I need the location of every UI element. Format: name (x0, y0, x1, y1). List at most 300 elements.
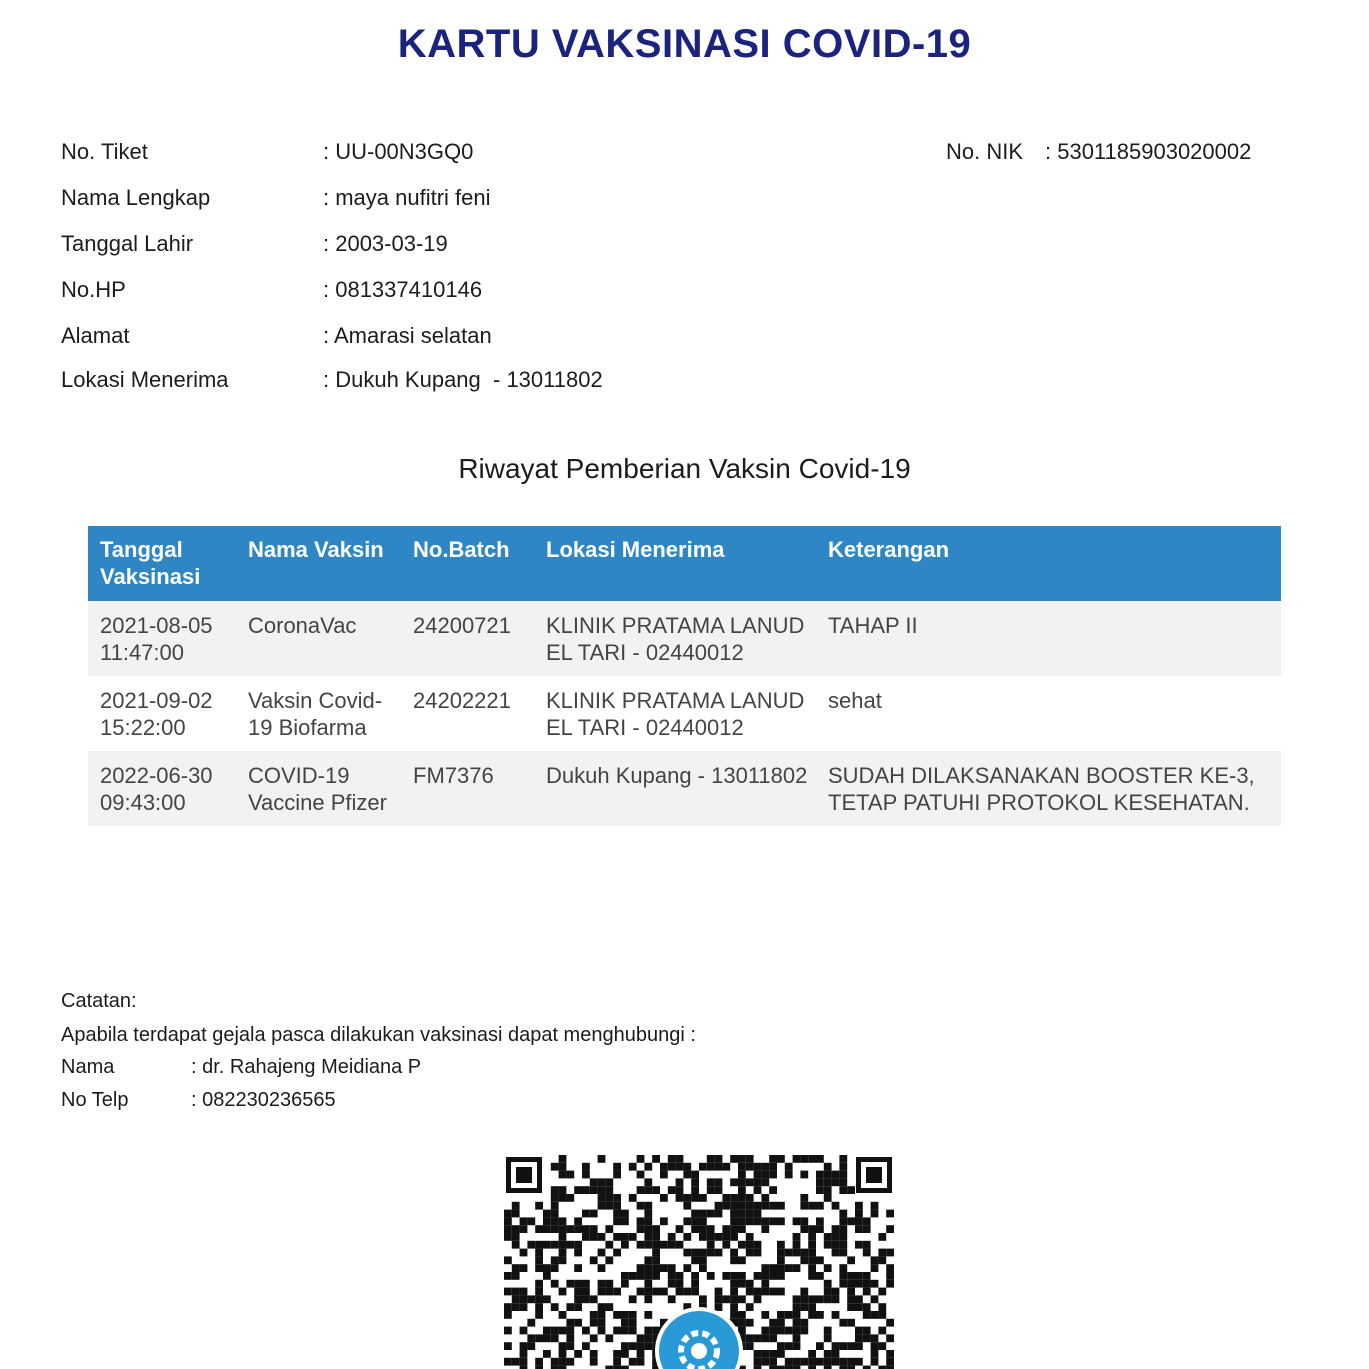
qr-module (598, 1327, 606, 1335)
qr-module (777, 1311, 785, 1319)
qr-module (652, 1256, 660, 1264)
qr-module (808, 1311, 816, 1319)
qr-module (824, 1280, 832, 1288)
qr-module (730, 1280, 738, 1288)
qr-module (613, 1194, 621, 1202)
qr-module (761, 1264, 769, 1272)
cell-date (88, 676, 236, 751)
qr-module (644, 1233, 652, 1241)
cell-batch: 24202221 (401, 676, 534, 751)
qr-module (855, 1241, 863, 1249)
qr-module (559, 1233, 567, 1241)
qr-module (543, 1210, 551, 1218)
qr-module (551, 1241, 559, 1249)
qr-module (512, 1241, 520, 1249)
cell-note: TAHAP II (816, 601, 1281, 676)
address-label: Alamat (61, 323, 130, 348)
qr-module (613, 1163, 621, 1171)
qr-module (754, 1366, 762, 1369)
qr-module (683, 1202, 691, 1210)
qr-module (871, 1342, 879, 1350)
qr-module (738, 1163, 746, 1171)
qr-module (730, 1217, 738, 1225)
qr-module (520, 1288, 528, 1296)
qr-module (644, 1280, 652, 1288)
qr-module (832, 1171, 840, 1179)
qr-module (816, 1295, 824, 1303)
qr-module (707, 1272, 715, 1280)
qr-module (738, 1210, 746, 1218)
qr-module (699, 1256, 707, 1264)
qr-module (785, 1358, 793, 1366)
qr-module (699, 1210, 707, 1218)
qr-module (793, 1311, 801, 1319)
qr-module (863, 1217, 871, 1225)
qr-module (886, 1280, 894, 1288)
qr-module (527, 1334, 535, 1342)
qr-module (676, 1280, 684, 1288)
cell-location: KLINIK PRATAMA LANUD EL TARI - 02440012 (534, 676, 816, 751)
qr-module (886, 1334, 894, 1342)
qr-module (691, 1171, 699, 1179)
qr-module (652, 1249, 660, 1257)
qr-module (832, 1311, 840, 1319)
qr-module (605, 1288, 613, 1296)
qr-module (598, 1288, 606, 1296)
qr-module (832, 1178, 840, 1186)
qr-module (800, 1249, 808, 1257)
qr-module (621, 1280, 629, 1288)
qr-module (621, 1366, 629, 1369)
qr-module (574, 1241, 582, 1249)
qr-module (839, 1358, 847, 1366)
qr-module (886, 1350, 894, 1358)
history-title: Riwayat Pemberian Vaksin Covid-19 (458, 453, 911, 484)
qr-module (839, 1249, 847, 1257)
qr-module (683, 1194, 691, 1202)
qr-module (613, 1202, 621, 1210)
qr-module (730, 1288, 738, 1296)
qr-module (605, 1225, 613, 1233)
qr-module (878, 1288, 886, 1296)
qr-module (707, 1233, 715, 1241)
qr-module (574, 1319, 582, 1327)
qr-module (566, 1334, 574, 1342)
qr-module (847, 1295, 855, 1303)
qr-module (520, 1327, 528, 1335)
qr-module (551, 1225, 559, 1233)
qr-module (504, 1303, 512, 1311)
qr-module (605, 1366, 613, 1369)
qr-module (621, 1350, 629, 1358)
qr-module (637, 1202, 645, 1210)
qr-module (855, 1202, 863, 1210)
qr-module (785, 1366, 793, 1369)
qr-module (839, 1171, 847, 1179)
qr-module (769, 1358, 777, 1366)
qr-module (769, 1217, 777, 1225)
qr-module (582, 1288, 590, 1296)
qr-module (808, 1155, 816, 1163)
qr-module (683, 1288, 691, 1296)
qr-module (543, 1334, 551, 1342)
qr-module (855, 1210, 863, 1218)
qr-module (832, 1233, 840, 1241)
qr-module (676, 1272, 684, 1280)
qr-module (629, 1311, 637, 1319)
qr-module (839, 1272, 847, 1280)
qr-module (535, 1334, 543, 1342)
qr-module (777, 1202, 785, 1210)
qr-module (730, 1210, 738, 1218)
qr-module (816, 1342, 824, 1350)
qr-module (660, 1163, 668, 1171)
qr-module (574, 1303, 582, 1311)
qr-module (598, 1280, 606, 1288)
qr-module (816, 1217, 824, 1225)
qr-module (676, 1241, 684, 1249)
qr-module (761, 1358, 769, 1366)
qr-module (668, 1163, 676, 1171)
qr-module (699, 1163, 707, 1171)
qr-module (746, 1288, 754, 1296)
qr-module (598, 1264, 606, 1272)
qr-module (621, 1241, 629, 1249)
qr-module (699, 1233, 707, 1241)
qr-module (683, 1249, 691, 1257)
qr-module (574, 1264, 582, 1272)
qr-module (754, 1295, 762, 1303)
qr-module (761, 1350, 769, 1358)
qr-module (863, 1366, 871, 1369)
qr-module (871, 1264, 879, 1272)
qr-module (722, 1194, 730, 1202)
qr-module (512, 1303, 520, 1311)
qr-module (800, 1358, 808, 1366)
qr-module (598, 1319, 606, 1327)
qr-module (520, 1264, 528, 1272)
qr-module (730, 1311, 738, 1319)
qr-module (746, 1303, 754, 1311)
qr-module (605, 1241, 613, 1249)
qr-module (598, 1178, 606, 1186)
address-value: : Amarasi selatan (323, 323, 492, 348)
qr-module (769, 1264, 777, 1272)
qr-module (566, 1171, 574, 1179)
qr-module (871, 1311, 879, 1319)
qr-module (878, 1303, 886, 1311)
qr-module (566, 1342, 574, 1350)
qr-module (605, 1194, 613, 1202)
qr-module (566, 1241, 574, 1249)
qr-module (512, 1272, 520, 1280)
qr-module (793, 1358, 801, 1366)
qr-module (808, 1233, 816, 1241)
table-header-row (88, 526, 1281, 601)
nik-label: No. NIK (946, 139, 1024, 164)
qr-module (644, 1225, 652, 1233)
qr-module (855, 1327, 863, 1335)
qr-module (808, 1303, 816, 1311)
qr-module (637, 1155, 645, 1163)
qr-module (800, 1194, 808, 1202)
qr-module (707, 1225, 715, 1233)
qr-module (863, 1303, 871, 1311)
qr-module (839, 1264, 847, 1272)
qr-module (504, 1233, 512, 1241)
qr-module (512, 1233, 520, 1241)
qr-module (863, 1280, 871, 1288)
qr-module (652, 1225, 660, 1233)
qr-module (559, 1225, 567, 1233)
qr-module (839, 1319, 847, 1327)
qr-module (738, 1319, 746, 1327)
qr-module (582, 1280, 590, 1288)
qr-module (738, 1256, 746, 1264)
qr-module (746, 1241, 754, 1249)
qr-module (512, 1225, 520, 1233)
qr-module (793, 1241, 801, 1249)
qr-module (566, 1194, 574, 1202)
qr-module (707, 1186, 715, 1194)
qr-module (652, 1241, 660, 1249)
birthdate-label: Tanggal Lahir (61, 231, 194, 256)
qr-module (800, 1288, 808, 1296)
qr-module (559, 1288, 567, 1296)
qr-module (746, 1194, 754, 1202)
qr-module (738, 1272, 746, 1280)
qr-module (847, 1319, 855, 1327)
qr-module (761, 1171, 769, 1179)
cell-note: SUDAH DILAKSANAKAN BOOSTER KE-3, TETAP PATUHI PROTOKOL KESEHATAN. (816, 751, 1281, 826)
qr-module (590, 1319, 598, 1327)
qr-module (520, 1217, 528, 1225)
qr-module (691, 1194, 699, 1202)
qr-module (878, 1311, 886, 1319)
qr-module (754, 1217, 762, 1225)
location-value: : Dukuh Kupang - 13011802 (323, 367, 603, 392)
qr-module (746, 1202, 754, 1210)
qr-module (738, 1178, 746, 1186)
table-row (88, 751, 1281, 826)
qr-module (644, 1256, 652, 1264)
qr-module (785, 1342, 793, 1350)
qr-module (777, 1249, 785, 1257)
qr-module (551, 1194, 559, 1202)
qr-module (738, 1225, 746, 1233)
qr-module (769, 1288, 777, 1296)
table-row (88, 601, 1281, 676)
qr-module (878, 1233, 886, 1241)
qr-module (637, 1186, 645, 1194)
qr-module (582, 1186, 590, 1194)
qr-module (816, 1178, 824, 1186)
qr-module (839, 1210, 847, 1218)
qr-module (839, 1225, 847, 1233)
qr-module (839, 1155, 847, 1163)
qr-module (644, 1334, 652, 1342)
qr-module (808, 1256, 816, 1264)
qr-module (574, 1350, 582, 1358)
qr-module (863, 1311, 871, 1319)
qr-module (878, 1256, 886, 1264)
qr-module (746, 1217, 754, 1225)
qr-module (551, 1280, 559, 1288)
qr-module (566, 1358, 574, 1366)
qr-module (754, 1272, 762, 1280)
qr-module (676, 1178, 684, 1186)
qr-module (598, 1311, 606, 1319)
qr-module (715, 1202, 723, 1210)
qr-module (839, 1217, 847, 1225)
qr-module (582, 1295, 590, 1303)
qr-module (886, 1225, 894, 1233)
qr-module (551, 1264, 559, 1272)
qr-module (824, 1186, 832, 1194)
cell-date (88, 601, 236, 676)
qr-module (652, 1288, 660, 1296)
qr-module (863, 1334, 871, 1342)
qr-module (535, 1311, 543, 1319)
qr-module (504, 1217, 512, 1225)
qr-module (699, 1264, 707, 1272)
qr-module (520, 1350, 528, 1358)
qr-module (683, 1264, 691, 1272)
qr-module (551, 1256, 559, 1264)
qr-module (621, 1327, 629, 1335)
qr-module (504, 1327, 512, 1335)
qr-module (691, 1272, 699, 1280)
qr-module (793, 1327, 801, 1335)
contact-phone-label: No Telp (61, 1089, 129, 1111)
qr-module (559, 1327, 567, 1335)
qr-module (691, 1186, 699, 1194)
qr-module (504, 1358, 512, 1366)
qr-module (769, 1163, 777, 1171)
qr-module (722, 1202, 730, 1210)
qr-module (722, 1241, 730, 1249)
qr-module (535, 1303, 543, 1311)
qr-module (886, 1366, 894, 1369)
qr-module (676, 1163, 684, 1171)
qr-module (738, 1295, 746, 1303)
qr-module (566, 1327, 574, 1335)
qr-module (730, 1233, 738, 1241)
qr-module (769, 1319, 777, 1327)
qr-module (715, 1155, 723, 1163)
qr-module (816, 1272, 824, 1280)
qr-module (730, 1202, 738, 1210)
qr-module (871, 1358, 879, 1366)
qr-module (582, 1225, 590, 1233)
qr-module (683, 1217, 691, 1225)
qr-module (527, 1295, 535, 1303)
qr-module (800, 1225, 808, 1233)
qr-module (715, 1295, 723, 1303)
qr-module (613, 1249, 621, 1257)
qr-module (629, 1163, 637, 1171)
qr-module (559, 1163, 567, 1171)
qr-module (886, 1264, 894, 1272)
qr-module (777, 1366, 785, 1369)
qr-module (808, 1249, 816, 1257)
qr-module (730, 1295, 738, 1303)
qr-module (808, 1358, 816, 1366)
qr-module (605, 1256, 613, 1264)
qr-module (551, 1366, 559, 1369)
qr-module (504, 1342, 512, 1350)
qr-module (605, 1178, 613, 1186)
qr-module (629, 1358, 637, 1366)
qr-module (722, 1225, 730, 1233)
qr-module (699, 1295, 707, 1303)
qr-module (543, 1350, 551, 1358)
qr-module (590, 1233, 598, 1241)
qr-module (535, 1366, 543, 1369)
qr-module (738, 1280, 746, 1288)
qr-module (847, 1272, 855, 1280)
qr-module (629, 1272, 637, 1280)
qr-module (808, 1241, 816, 1249)
qr-module (551, 1210, 559, 1218)
nik-value: : 5301185903020002 (1045, 139, 1252, 164)
qr-module (644, 1264, 652, 1272)
qr-module (660, 1194, 668, 1202)
qr-module (800, 1202, 808, 1210)
qr-module (824, 1163, 832, 1171)
qr-module (660, 1264, 668, 1272)
qr-module (715, 1233, 723, 1241)
phone-label: No.HP (61, 277, 126, 302)
qr-module (777, 1288, 785, 1296)
qr-module (730, 1272, 738, 1280)
qr-module (824, 1241, 832, 1249)
qr-module (598, 1233, 606, 1241)
qr-module (629, 1342, 637, 1350)
qr-module (621, 1311, 629, 1319)
qr-module (855, 1225, 863, 1233)
qr-module (566, 1225, 574, 1233)
qr-module (637, 1171, 645, 1179)
qr-module (543, 1264, 551, 1272)
qr-module (551, 1334, 559, 1342)
qr-module (777, 1342, 785, 1350)
qr-module (621, 1233, 629, 1241)
qr-module (746, 1163, 754, 1171)
qr-module (582, 1233, 590, 1241)
cell-note: sehat (816, 676, 1281, 751)
qr-module (559, 1186, 567, 1194)
qr-module (613, 1288, 621, 1296)
cell-location: KLINIK PRATAMA LANUD EL TARI - 02440012 (534, 601, 816, 676)
qr-module (559, 1256, 567, 1264)
qr-module (520, 1358, 528, 1366)
qr-module (512, 1288, 520, 1296)
qr-module (847, 1256, 855, 1264)
qr-module (871, 1334, 879, 1342)
qr-module (629, 1295, 637, 1303)
qr-module (566, 1280, 574, 1288)
qr-module (824, 1233, 832, 1241)
qr-module (855, 1217, 863, 1225)
qr-module (793, 1295, 801, 1303)
qr-module (582, 1210, 590, 1218)
qr-module (707, 1155, 715, 1163)
qr-module (644, 1342, 652, 1350)
qr-module (605, 1202, 613, 1210)
qr-module (800, 1319, 808, 1327)
qr-module (754, 1358, 762, 1366)
